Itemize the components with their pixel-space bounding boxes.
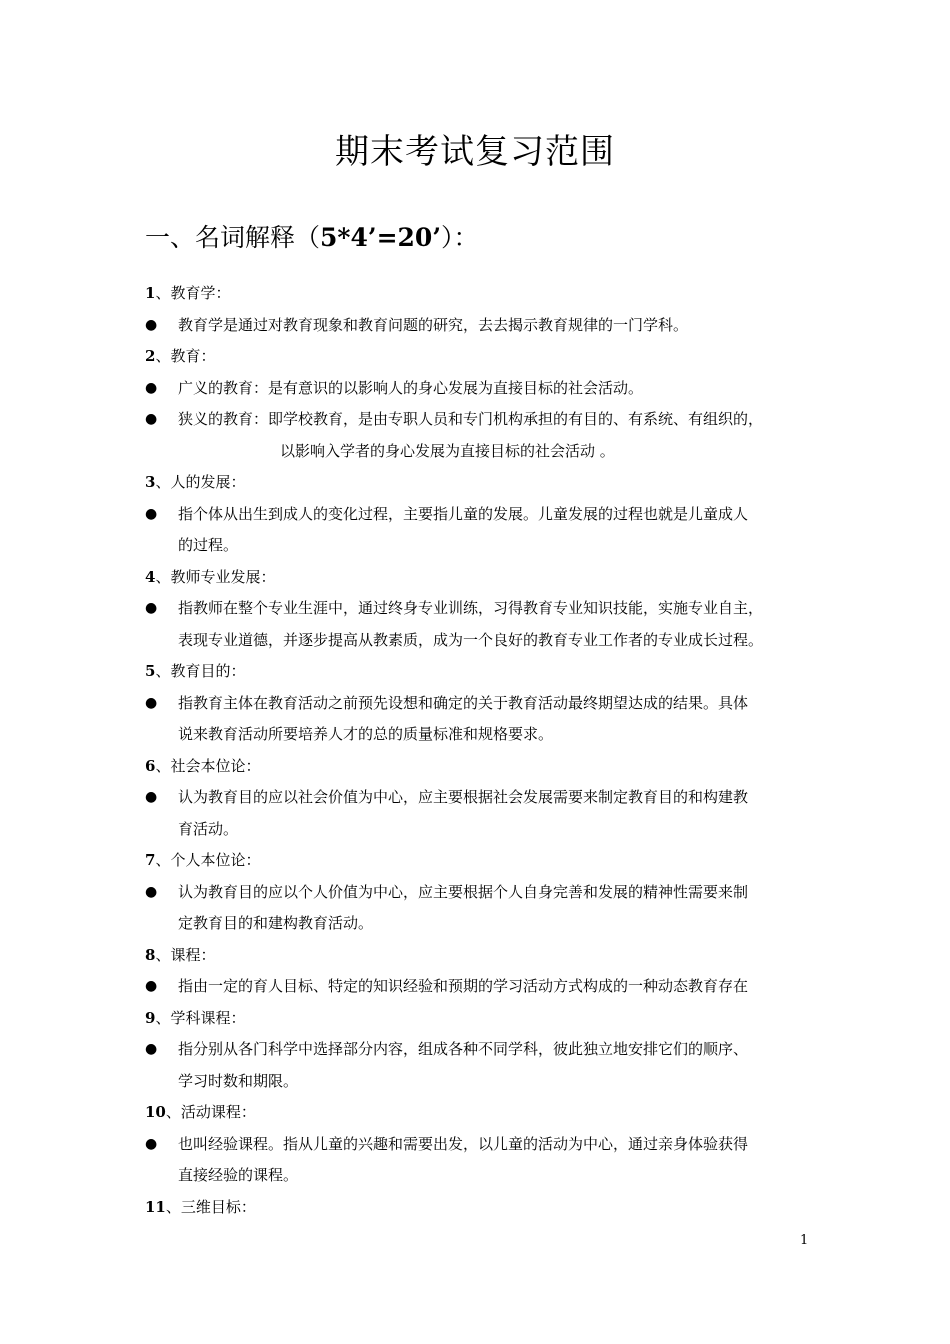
section-heading-suffix: ）： <box>441 223 479 252</box>
bullet-icon: ● <box>145 694 158 711</box>
definition-text: 指教育主体在教育活动之前预先设想和确定的关于教育活动最终期望达成的结果。具体 <box>178 693 749 712</box>
definition-text: 也叫经验课程。指从儿童的兴趣和需要出发，以儿童的活动为中心，通过亲身体验获得 <box>178 1134 749 1153</box>
definition-text: 育活动。 <box>178 819 239 838</box>
bullet-icon: ● <box>145 505 158 522</box>
definition-item <box>145 877 810 940</box>
definition-item <box>145 688 810 751</box>
term-label: 教育学： <box>170 284 231 302</box>
definition-text: 狭义的教育：即学校教育，是由专职人员和专门机构承担的有目的、有系统、有组织的， <box>178 410 764 428</box>
bullet-icon: ● <box>145 411 158 427</box>
term-heading <box>145 940 810 972</box>
section-heading <box>145 218 479 258</box>
term-number: 10 <box>145 1103 166 1121</box>
definition-item <box>145 310 810 342</box>
definition-text: 定教育目的和建构教育活动。 <box>178 914 374 932</box>
term-number: 1 <box>145 284 156 302</box>
definition-text: 的过程。 <box>178 536 239 554</box>
definition-text: 教育学是通过对教育现象和教育问题的研究，去去揭示教育规律的一门学科。 <box>178 315 689 334</box>
page-number: 1 <box>800 1233 809 1248</box>
term-separator: 、 <box>155 1008 171 1027</box>
definition-item <box>145 1034 810 1097</box>
bullet-icon: ● <box>145 883 158 900</box>
definition-item <box>145 782 810 845</box>
definition-item <box>145 593 810 656</box>
section-score: 5*4’=20’ <box>320 223 442 252</box>
term-separator: 、 <box>155 756 171 775</box>
definition-text: 指由一定的育人目标、特定的知识经验和预期的学习活动方式构成的一种动态教育存在 <box>178 977 749 995</box>
bullet-icon: ● <box>145 789 158 805</box>
term-number: 3 <box>145 473 156 491</box>
term-label: 学科课程： <box>170 1008 246 1027</box>
term-number: 4 <box>145 567 156 586</box>
definition-text: 表现专业道德，并逐步提高从教素质，成为一个良好的教育专业工作者的专业成长过程。 <box>178 630 764 649</box>
term-label: 教育目的： <box>170 662 246 680</box>
term-number: 2 <box>145 347 156 365</box>
term-label: 社会本位论： <box>170 756 261 775</box>
term-heading <box>145 656 810 688</box>
term-heading <box>145 562 810 594</box>
term-heading <box>145 341 810 373</box>
term-heading <box>145 1097 810 1129</box>
definition-text: 广义的教育：是有意识的以影响人的身心发展为直接目标的社会活动。 <box>178 378 644 397</box>
term-label: 课程： <box>170 945 216 964</box>
definition-list <box>145 278 810 1223</box>
definition-text: 指教师在整个专业生涯中，通过终身专业训练，习得教育专业知识技能，实施专业自主， <box>178 599 764 617</box>
term-heading <box>145 845 810 877</box>
bullet-icon: ● <box>145 600 158 616</box>
term-separator: 、 <box>155 473 171 491</box>
term-label: 个人本位论： <box>170 851 261 869</box>
term-number: 11 <box>145 1197 166 1216</box>
definition-text: 认为教育目的应以个人价值为中心，应主要根据个人自身完善和发展的精神性需要来制 <box>178 882 749 901</box>
term-separator: 、 <box>155 284 171 302</box>
definition-text: 说来教育活动所要培养人才的总的质量标准和规格要求。 <box>178 725 554 743</box>
term-separator: 、 <box>155 347 171 365</box>
definition-item <box>145 971 810 1003</box>
term-label: 教师专业发展： <box>170 567 276 586</box>
term-label: 三维目标： <box>180 1197 256 1216</box>
term-heading <box>145 1003 810 1035</box>
term-number: 5 <box>145 662 156 680</box>
term-separator: 、 <box>165 1197 181 1216</box>
definition-item <box>145 499 810 562</box>
term-label: 教育： <box>170 347 216 365</box>
term-number: 8 <box>145 945 156 964</box>
term-number: 6 <box>145 756 156 775</box>
term-heading <box>145 278 810 310</box>
bullet-icon: ● <box>145 978 158 994</box>
term-label: 活动课程： <box>180 1103 256 1121</box>
definition-text: 认为教育目的应以社会价值为中心，应主要根据社会发展需要来制定教育目的和构建教 <box>178 788 749 806</box>
bullet-icon: ● <box>145 316 158 333</box>
term-number: 7 <box>145 851 156 869</box>
bullet-icon: ● <box>145 1041 158 1057</box>
definition-text: 指分别从各门科学中选择部分内容，组成各种不同学科，彼此独立地安排它们的顺序、 <box>178 1040 749 1058</box>
term-number: 9 <box>145 1008 156 1027</box>
term-separator: 、 <box>155 851 171 869</box>
term-separator: 、 <box>155 662 171 680</box>
term-heading <box>145 467 810 499</box>
definition-item <box>145 404 810 467</box>
bullet-icon: ● <box>145 379 158 396</box>
definition-item <box>145 373 810 405</box>
section-heading-prefix: 一、名词解释（ <box>145 223 321 252</box>
term-label: 人的发展： <box>170 473 246 491</box>
term-separator: 、 <box>165 1103 181 1121</box>
term-separator: 、 <box>155 567 171 586</box>
page-title: 期末考试复习范围 <box>335 132 615 172</box>
definition-text: 以影响入学者的身心发展为直接目标的社会活动 。 <box>280 441 615 460</box>
term-separator: 、 <box>155 945 171 964</box>
term-heading <box>145 751 810 783</box>
term-heading <box>145 1192 810 1224</box>
definition-text: 直接经验的课程。 <box>178 1166 299 1184</box>
definition-text: 指个体从出生到成人的变化过程，主要指儿童的发展。儿童发展的过程也就是儿童成人 <box>178 504 749 523</box>
bullet-icon: ● <box>145 1135 158 1152</box>
definition-item <box>145 1129 810 1192</box>
definition-text: 学习时数和期限。 <box>178 1071 299 1090</box>
